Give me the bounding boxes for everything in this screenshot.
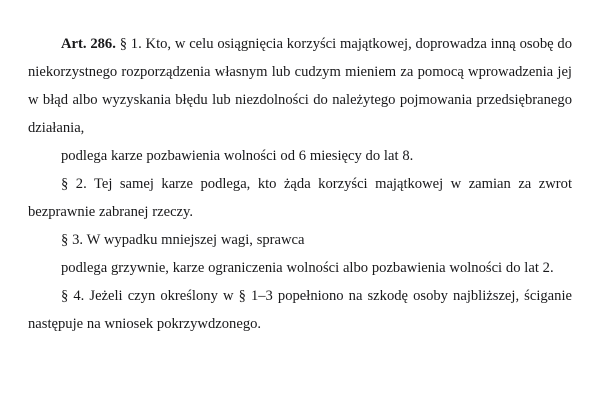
paragraph-1	[28, 30, 572, 142]
paragraph-3-penalty: podlega grzywnie, karze ograniczenia wolności albo pozbawienia wolności do lat 2.	[61, 260, 554, 276]
paragraph-4: § 4. Jeżeli czyn określony w § 1–3 popełniono na szkodę osoby najbliższej, ściganie następuje na wniosek pokrzywdzonego.	[28, 288, 572, 332]
legal-text-body	[28, 30, 572, 338]
paragraph-3: § 3. W wypadku mniejszej wagi, sprawca	[61, 232, 305, 248]
paragraph-1-text: § 1. Kto, w celu osiągnięcia korzyści majątkowej, doprowadza inną osobę do niekorzystnego rozporządzenia własnym lub cudzym mieniem za pomocą wprowadzenia jej w błąd albo wyzyskania błędu lub niezdolności do należytego pojmowania przedsiębranego działania,	[28, 36, 573, 136]
paragraph-2: § 2. Tej samej karze podlega, kto żąda korzyści majątkowej w zamian za zwrot bezprawnie zabranej rzeczy.	[28, 176, 572, 220]
article-label: Art. 286.	[61, 36, 116, 52]
paragraph-1-penalty: podlega karze pozbawienia wolności od 6 miesięcy do lat 8.	[61, 148, 414, 164]
